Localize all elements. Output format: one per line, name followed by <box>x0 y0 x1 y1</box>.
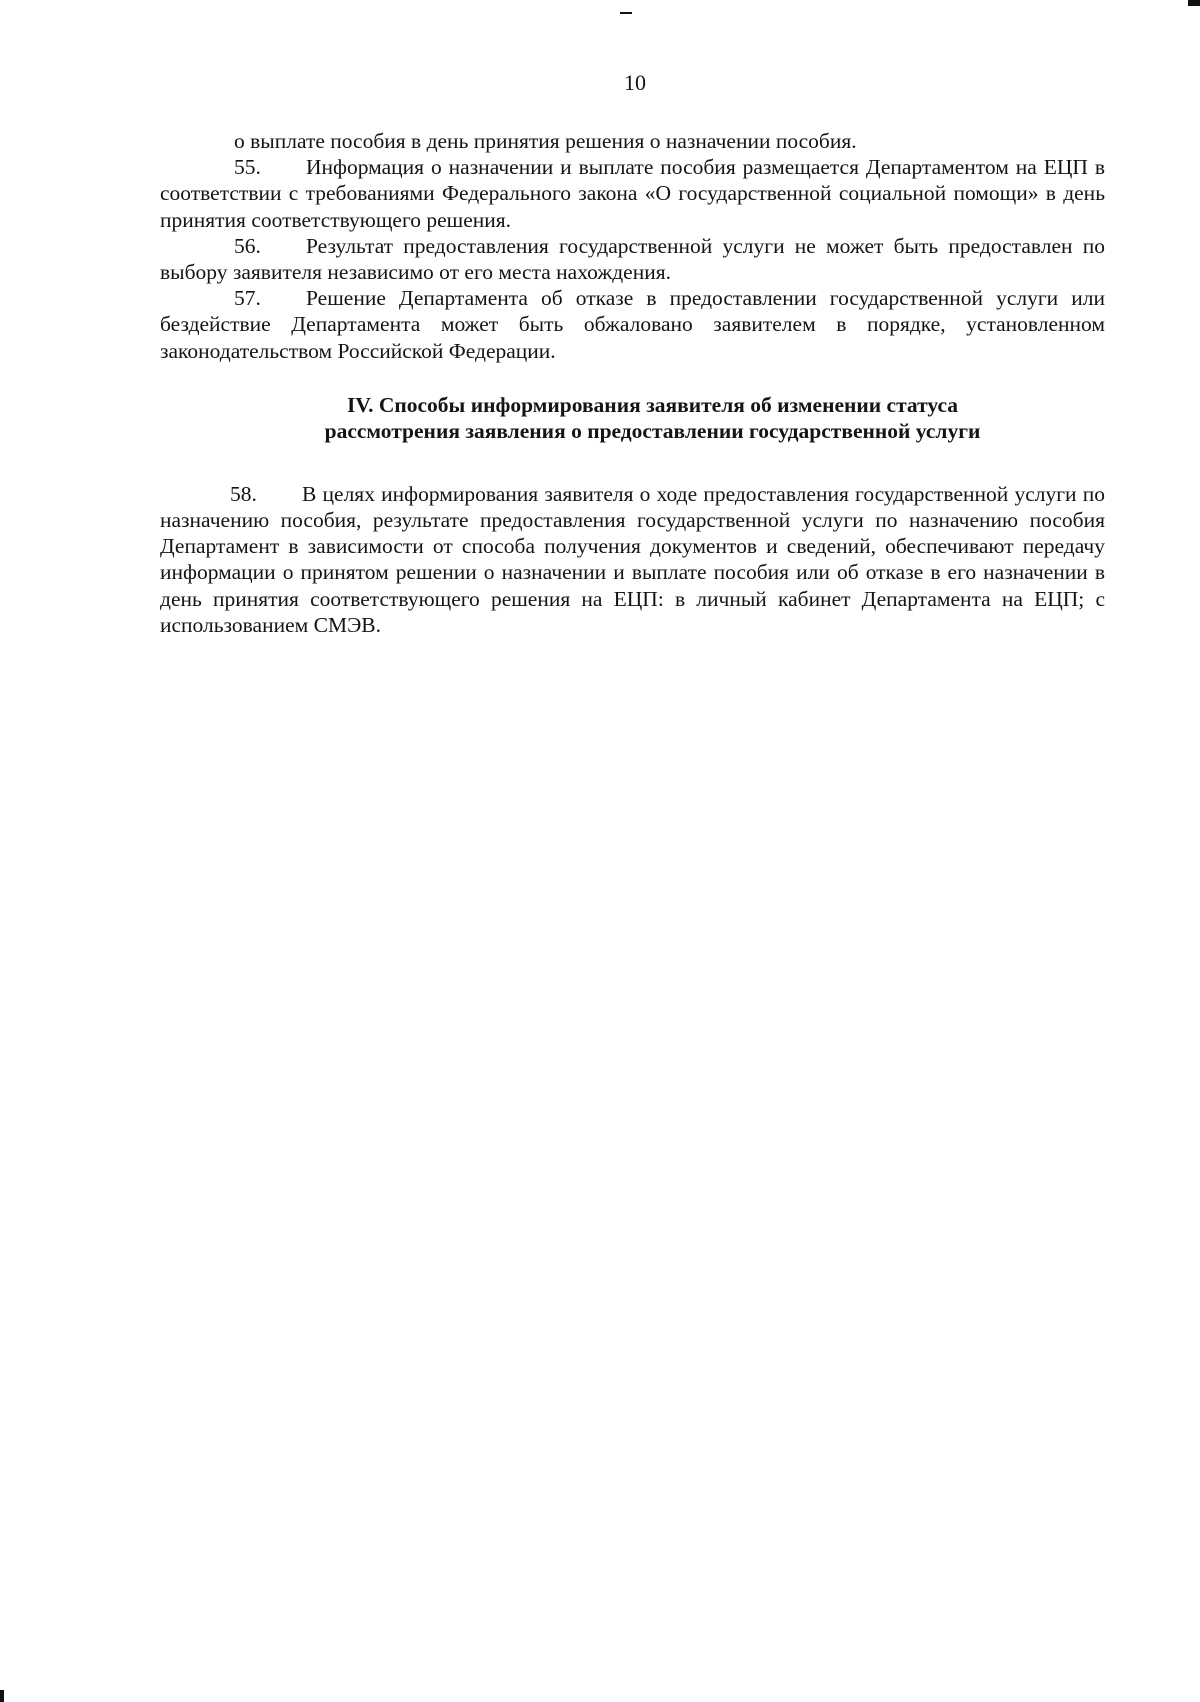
page-number: 10 <box>624 70 646 95</box>
scan-mark-top-right <box>1188 0 1200 6</box>
paragraph-text: В целях информирования заявителя о ходе предоставления государственной услуги по назначению пособия, результате предоставления государственной услуги по назначению пособия Департамент в зависимости от способа получения документов и сведений, обеспечивают передачу информации о принятом решении о назначении и выплате пособия или об отказе в его назначении в день принятия соответствующего решения на ЕЦП: в личный кабинет Департамента на ЕЦП; с использованием СМЭВ. <box>160 481 1105 637</box>
section-heading <box>160 392 1105 445</box>
paragraph-number: 56. <box>234 233 261 258</box>
scan-mark-top <box>620 12 632 14</box>
paragraph-55 <box>160 154 1105 233</box>
paragraph-number: 58. <box>230 481 257 506</box>
paragraph-number: 57. <box>234 286 261 311</box>
paragraph-57 <box>160 285 1105 364</box>
paragraph-number: 55. <box>234 155 261 180</box>
paragraph-text: о выплате пособия в день принятия решения о назначении пособия. <box>234 129 857 153</box>
section-heading-line-2: рассмотрения заявления о предоставлении государственной услуги <box>324 419 981 444</box>
paragraph-continuation <box>160 128 1105 154</box>
scan-mark-bottom-left <box>0 1690 4 1702</box>
paragraph-58 <box>160 481 1105 638</box>
paragraph-56 <box>160 233 1105 285</box>
paragraph-text: Результат предоставления государственной услуги не может быть предоставлен по выбору заявителя независимо от его места нахождения. <box>160 233 1105 285</box>
paragraph-text: Информация о назначении и выплате пособия размещается Департаментом на ЕЦП в соответствии с требованиями Федерального закона «О государственной социальной помощи» в день принятия соответствующего решения. <box>160 155 1105 232</box>
document-body <box>160 128 1105 638</box>
paragraph-text: Решение Департамента об отказе в предоставлении государственной услуги или бездействие Департамента может быть обжаловано заявителем в порядке, установленном законодательством Российской Федерации. <box>160 286 1105 363</box>
section-heading-line-1: IV. Способы информирования заявителя об изменении статуса <box>346 392 959 417</box>
